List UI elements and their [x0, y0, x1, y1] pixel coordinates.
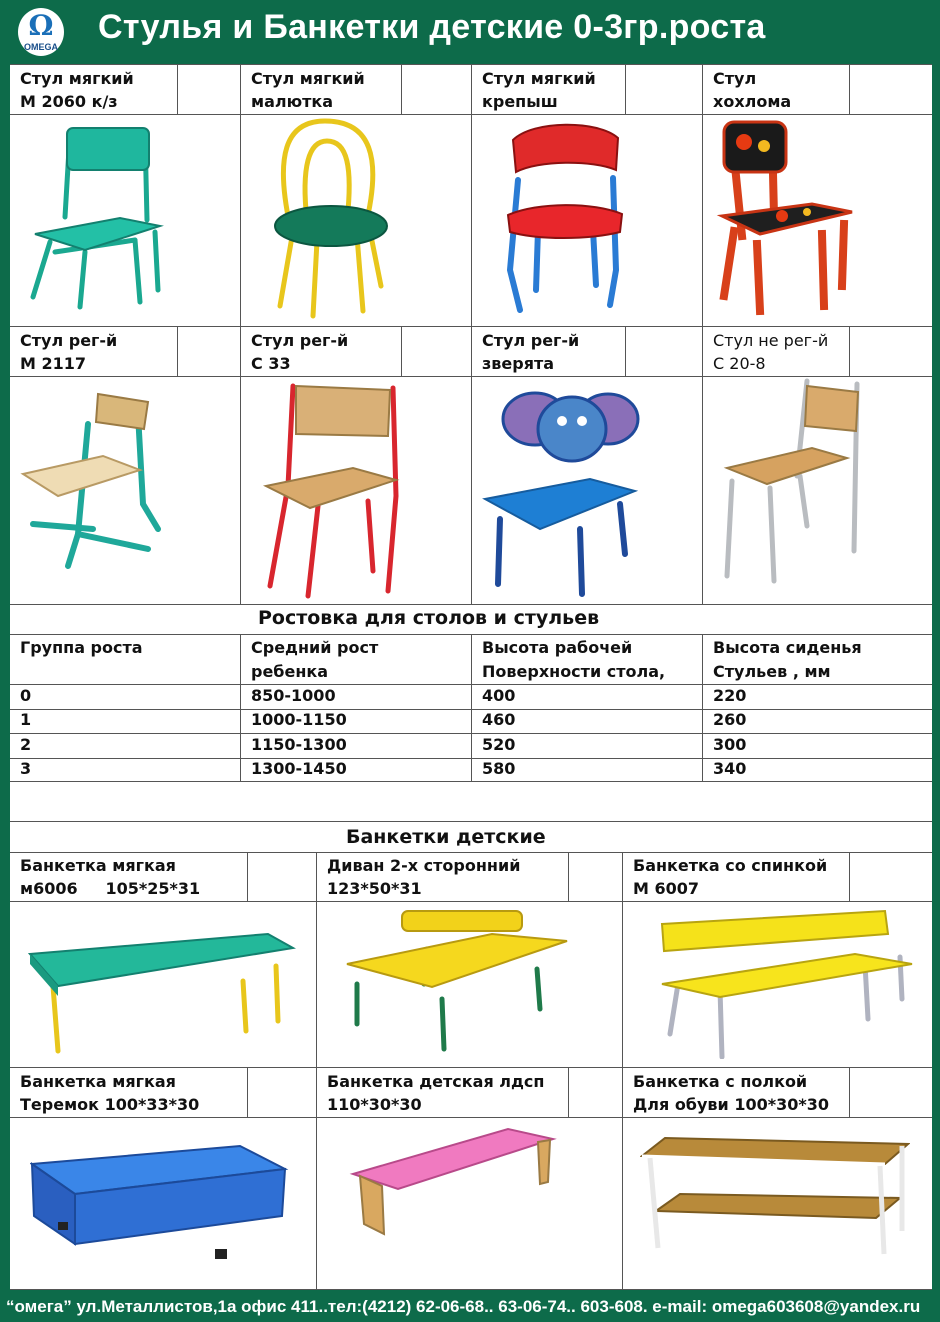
table-cell: 260: [713, 710, 747, 729]
grid-line: [849, 852, 850, 901]
table-cell: 520: [482, 735, 516, 754]
chair-image-s33: [258, 376, 403, 601]
page-title: Стулья и Банкетки детские 0-3гр.роста: [98, 8, 766, 46]
table-header-desk: Высота рабочей Поверхности стола,: [482, 638, 666, 681]
bench-image-m6006: [28, 926, 298, 1056]
chair-image-m2060: [25, 122, 165, 312]
grid-line: [625, 326, 626, 376]
chair-image-krepysh: [498, 120, 628, 320]
footer: [0, 1292, 940, 1322]
bench-image-teremok: [30, 1144, 290, 1259]
grid-line: [10, 1289, 932, 1290]
bench-label-shoe-shelf: Банкетка с полкой Для обуви 100*30*30: [633, 1072, 829, 1114]
grid-line: [849, 326, 850, 376]
bench-image-ldsp: [348, 1124, 558, 1244]
table-cell: 460: [482, 710, 516, 729]
logo-text: OMEGA: [23, 42, 58, 52]
grid-line: [568, 1067, 569, 1117]
grid-line: [10, 1067, 932, 1068]
grid-line: [10, 901, 932, 902]
grid-line: [471, 64, 472, 604]
grid-line: [625, 64, 626, 114]
table-cell: 580: [482, 759, 516, 778]
grid-line: [177, 326, 178, 376]
bench-label-m6006: Банкетка мягкая м6006 105*25*31: [20, 856, 201, 898]
grid-line: [849, 64, 850, 114]
grid-line: [568, 852, 569, 901]
grid-line: [240, 634, 241, 781]
chair-label-khokhloma: Стул хохлома: [713, 69, 792, 111]
bench-label-sofa: Диван 2-х сторонний 123*50*31: [327, 856, 521, 898]
table-cell: 1000-1150: [251, 710, 347, 729]
grid-line: [849, 1067, 850, 1117]
chair-image-zveryata: [480, 379, 640, 599]
bench-label-m6007: Банкетка со спинкой М 6007: [633, 856, 828, 898]
contact-info: “омега” ул.Металлистов,1а офис 411..тел:(4212) 62-06-68.. 63-06-74.. 603-608. e-mail: omega603608@yandex.ru: [6, 1297, 921, 1316]
table-cell: 400: [482, 686, 516, 705]
table-cell: 850-1000: [251, 686, 336, 705]
chair-image-malyutka: [265, 116, 395, 321]
chair-label-m2060: Стул мягкий М 2060 к/з: [20, 69, 134, 111]
chair-image-m2117: [18, 384, 168, 574]
bench-label-teremok: Банкетка мягкая Теремок 100*33*30: [20, 1072, 200, 1114]
chair-label-malyutka: Стул мягкий малютка: [251, 69, 365, 111]
sizing-title: Ростовка для столов и стульев: [258, 607, 600, 629]
benches-title: Банкетки детские: [346, 826, 546, 848]
omega-icon: Ω: [28, 9, 54, 42]
table-cell: 1: [20, 710, 32, 729]
table-cell: 340: [713, 759, 747, 778]
chair-image-s20-8: [722, 376, 862, 586]
table-header-seat: Высота сиденья Стульев , мм: [713, 638, 862, 681]
grid-line: [401, 326, 402, 376]
grid-line: [702, 64, 703, 604]
table-cell: 0: [20, 686, 32, 705]
grid-line: [471, 634, 472, 781]
table-cell: 2: [20, 735, 32, 754]
bench-image-shoe-shelf: [640, 1136, 910, 1256]
chair-label-s20-8: Стул не рег-й С 20-8: [713, 331, 829, 373]
chair-label-m2117: Стул рег-й М 2117: [20, 331, 118, 373]
table-cell: 220: [713, 686, 747, 705]
bench-label-ldsp: Банкетка детская лдсп 110*30*30: [327, 1072, 545, 1114]
chair-label-zveryata: Стул рег-й зверята: [482, 331, 580, 373]
table-cell: 300: [713, 735, 747, 754]
grid-line: [10, 852, 932, 853]
bench-image-sofa: [342, 909, 572, 1059]
bench-image-m6007: [650, 909, 915, 1059]
grid-line: [622, 852, 623, 1289]
grid-line: [247, 852, 248, 901]
catalog-sheet: [10, 64, 932, 1290]
table-header-height: Средний рост ребенка: [251, 638, 379, 681]
chair-label-krepysh: Стул мягкий крепыш: [482, 69, 596, 111]
grid-line: [702, 634, 703, 781]
header: [0, 0, 940, 62]
grid-line: [10, 781, 932, 782]
chair-label-s33: Стул рег-й С 33: [251, 331, 349, 373]
chair-image-khokhloma: [712, 116, 857, 316]
table-cell: 3: [20, 759, 32, 778]
omega-logo: [16, 6, 66, 58]
grid-line: [247, 1067, 248, 1117]
grid-line: [316, 852, 317, 1289]
table-cell: 1150-1300: [251, 735, 347, 754]
grid-line: [10, 1117, 932, 1118]
grid-line: [10, 604, 932, 605]
grid-line: [401, 64, 402, 114]
table-cell: 1300-1450: [251, 759, 347, 778]
grid-line: [10, 821, 932, 822]
table-header-group: Группа роста: [20, 638, 143, 657]
grid-line: [177, 64, 178, 114]
grid-line: [240, 64, 241, 604]
